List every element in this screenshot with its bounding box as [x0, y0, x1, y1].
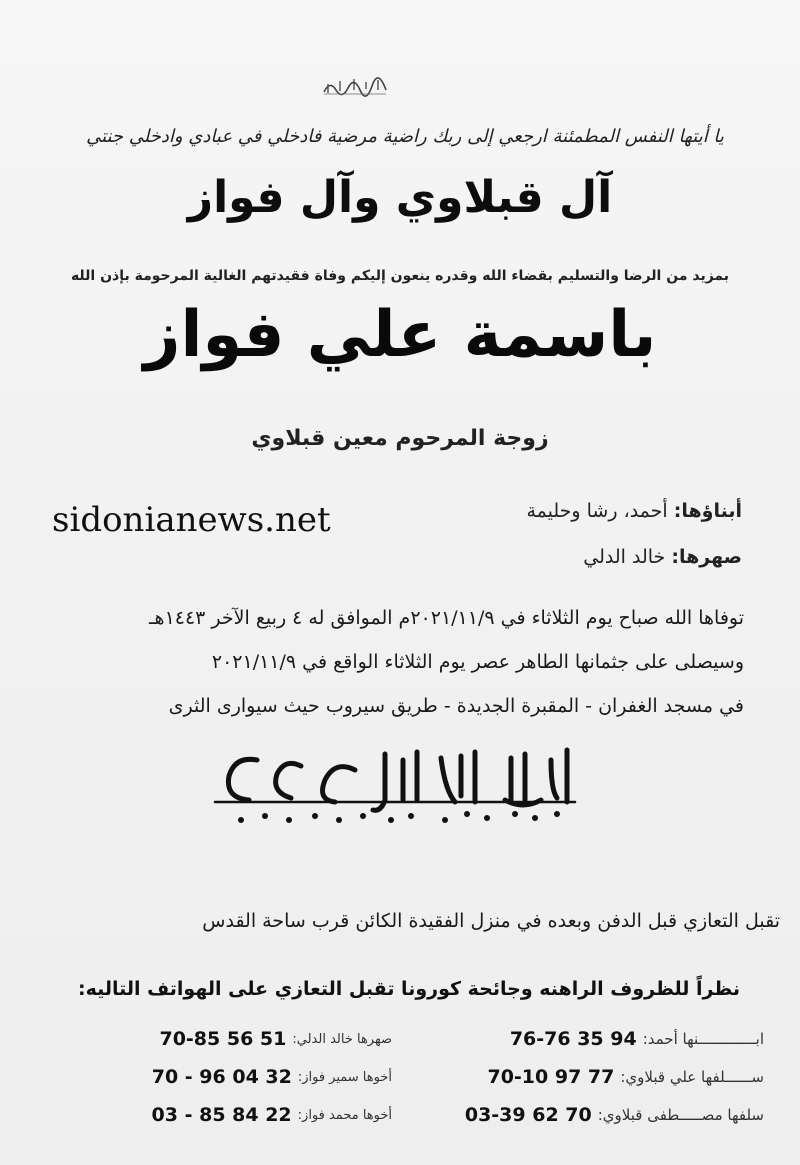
- watermark: sidonianews.net: [52, 500, 331, 540]
- phone-number: 03 - 85 84 22: [151, 1104, 292, 1126]
- phone-entry: [40, 1020, 392, 1058]
- phone-label: ســــــلفها علي قبلاوي:: [620, 1068, 764, 1086]
- son-in-law-name: خالد الدلي: [583, 546, 666, 568]
- children-label: أبناؤها:: [673, 500, 742, 522]
- phone-entry: [40, 1058, 392, 1096]
- phone-label: أخوها سمير فواز:: [297, 1069, 392, 1085]
- phone-entry: [412, 1058, 764, 1096]
- phone-label: أخوها محمد فواز:: [297, 1107, 392, 1123]
- phone-label: ابـــــــــــــنها أحمد:: [642, 1030, 764, 1048]
- phone-label: صهرها خالد الدلي:: [292, 1031, 392, 1047]
- wife-of-line: زوجة المرحوم معين قبلاوي: [251, 426, 549, 451]
- phone-column-left: [40, 1020, 392, 1140]
- relatives-block: [322, 488, 742, 580]
- phone-label: سلفها مصـــــطفى قبلاوي:: [597, 1106, 764, 1124]
- families-heading: آل قبلاوي وآل فواز: [187, 172, 613, 223]
- children-names: أحمد، رشا وحليمة: [526, 500, 668, 522]
- phone-column-right: [412, 1020, 764, 1140]
- phone-number: 70-10 97 77: [487, 1066, 615, 1088]
- phone-number: 70-85 56 51: [159, 1028, 287, 1050]
- announcement-intro: بمزيد من الرضا والتسليم بقضاء الله وقدره ينعون إليكم وفاة فقيدتهم الغالية المرحومة بإذن الله: [70, 268, 730, 284]
- deceased-name: باسمة علي فواز: [143, 298, 657, 372]
- children-line: [322, 488, 742, 534]
- phone-number: 76-76 35 94: [509, 1028, 637, 1050]
- phone-entry: [412, 1096, 764, 1134]
- son-in-law-label: صهرها:: [671, 546, 742, 568]
- phone-notice: نظراً للظروف الراهنه وجائحة كورونا تقبل التعازي على الهواتف التاليه:: [77, 978, 740, 1000]
- phone-entry: [40, 1096, 392, 1134]
- basmala-calligraphy: [320, 72, 390, 98]
- phone-number: 03-39 62 70: [464, 1104, 592, 1126]
- phone-entry: [412, 1020, 764, 1058]
- inna-lillah-calligraphy: [205, 740, 585, 835]
- burial-location-line: في مسجد الغفران - المقبرة الجديدة - طريق سيروب حيث سيوارى الثرى: [168, 695, 744, 717]
- son-in-law-line: [322, 534, 742, 580]
- funeral-prayer-line: وسيصلى على جثمانها الطاهر عصر يوم الثلاثاء الواقع في ٢٠٢١/١١/٩: [211, 651, 744, 673]
- condolence-line: تقبل التعازي قبل الدفن وبعده في منزل الفقيدة الكائن قرب ساحة القدس: [202, 910, 780, 932]
- death-date-line: توفاها الله صباح يوم الثلاثاء في ٢٠٢١/١١/٩م الموافق له ٤ ربيع الآخر ١٤٤٣هـ: [148, 607, 744, 629]
- phone-number: 70 - 96 04 32: [151, 1066, 292, 1088]
- death-details: [24, 596, 744, 728]
- phone-list: [40, 1020, 764, 1140]
- quran-verse: يا أيتها النفس المطمئنة ارجعي إلى ربك راضية مرضية فادخلي في عبادي وادخلي جنتي: [86, 126, 724, 147]
